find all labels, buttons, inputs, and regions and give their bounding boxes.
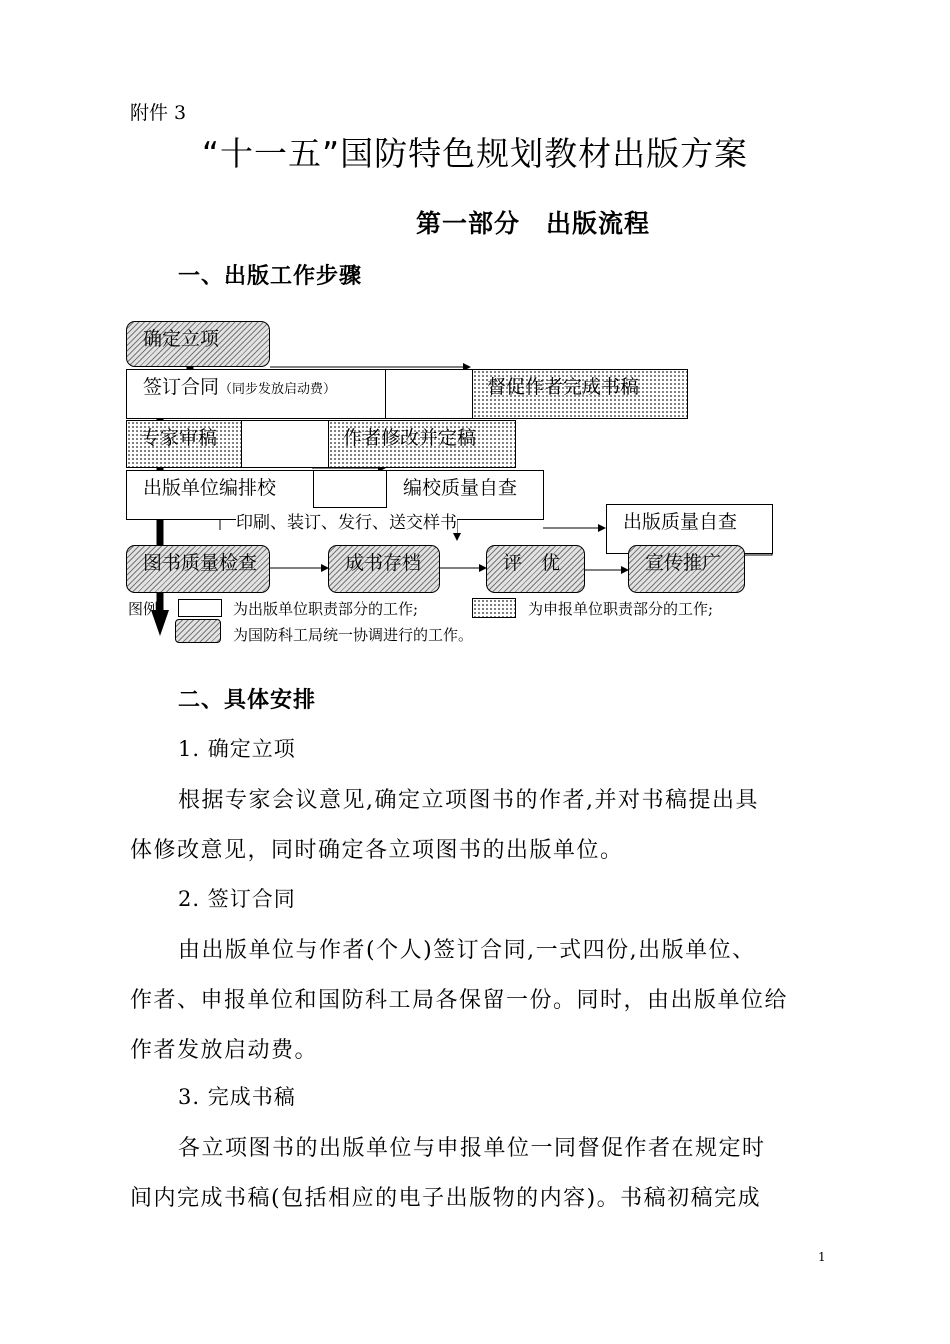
box-urge <box>472 369 688 419</box>
box-selfcheck-label: 编校质量自查 <box>403 477 518 499</box>
box-award-label: 评 优 <box>503 552 561 574</box>
box-contract <box>126 369 386 419</box>
box-contract-label: 签订合同 <box>143 376 220 398</box>
box-contract-note: （同步发放启动费） <box>219 382 337 397</box>
item2-line1: 由出版单位与作者(个人)签订合同,一式四份,出版单位、 <box>178 938 756 963</box>
legend-title: 图例: <box>128 600 164 618</box>
part-title: 第一部分 出版流程 <box>416 209 651 238</box>
legend-applicant: 为申报单位职责部分的工作; <box>528 600 714 618</box>
box-promo-label: 宣传推广 <box>645 552 722 574</box>
box-archive-label: 成书存档 <box>345 552 422 574</box>
box-confirm <box>126 321 270 367</box>
page-number: 1 <box>818 1250 826 1264</box>
box-edit-gap <box>313 470 387 508</box>
item2-line3: 作者发放启动费。 <box>130 1038 319 1063</box>
box-review <box>126 420 242 468</box>
section2-heading: 二、具体安排 <box>178 687 317 713</box>
box-confirm-label: 确定立项 <box>143 328 220 350</box>
box-award <box>486 545 585 593</box>
attachment-label: 附件 3 <box>130 102 187 124</box>
box-contract-gap <box>385 369 473 419</box>
legend-swatch-publisher <box>178 599 222 617</box>
legend-swatch-bureau <box>175 619 221 643</box>
legend-bureau: 为国防科工局统一协调进行的工作。 <box>233 626 474 644</box>
item3-line1: 各立项图书的出版单位与申报单位一同督促作者在规定时 <box>178 1136 766 1161</box>
item1-line1: 根据专家会议意见,确定立项图书的作者,并对书稿提出具 <box>178 788 759 813</box>
item3-line2: 间内完成书稿(包括相应的电子出版物的内容)。书稿初稿完成 <box>130 1186 762 1211</box>
document-title: “十一五”国防特色规划教材出版方案 <box>201 134 749 173</box>
item1-line2: 体修改意见，同时确定各立项图书的出版单位。 <box>130 838 624 863</box>
item3-title: 3. 完成书稿 <box>178 1085 296 1109</box>
legend-swatch-applicant <box>472 598 516 618</box>
box-review-gap <box>241 420 329 468</box>
item1-title: 1. 确定立项 <box>178 737 296 761</box>
box-revise <box>328 420 516 468</box>
box-revise-label: 作者修改并定稿 <box>343 427 477 449</box>
label-print: 印刷、装订、发行、送交样书 <box>236 508 457 533</box>
box-archive <box>328 545 440 593</box>
box-promo <box>628 545 745 593</box>
box-urge-label: 督促作者完成书稿 <box>487 376 640 398</box>
box-edit-label: 出版单位编排校 <box>143 477 277 499</box>
box-inspect <box>126 545 270 593</box>
item2-title: 2. 签订合同 <box>178 887 296 911</box>
section1-heading: 一、出版工作步骤 <box>178 263 363 289</box>
box-inspect-label: 图书质量检查 <box>143 552 258 574</box>
legend-publisher: 为出版单位职责部分的工作; <box>233 600 419 618</box>
box-pub-selfcheck-label: 出版质量自查 <box>623 511 738 533</box>
box-review-label: 专家审稿 <box>141 427 218 449</box>
item2-line2: 作者、申报单位和国防科工局各保留一份。同时，由出版单位给 <box>130 988 789 1013</box>
